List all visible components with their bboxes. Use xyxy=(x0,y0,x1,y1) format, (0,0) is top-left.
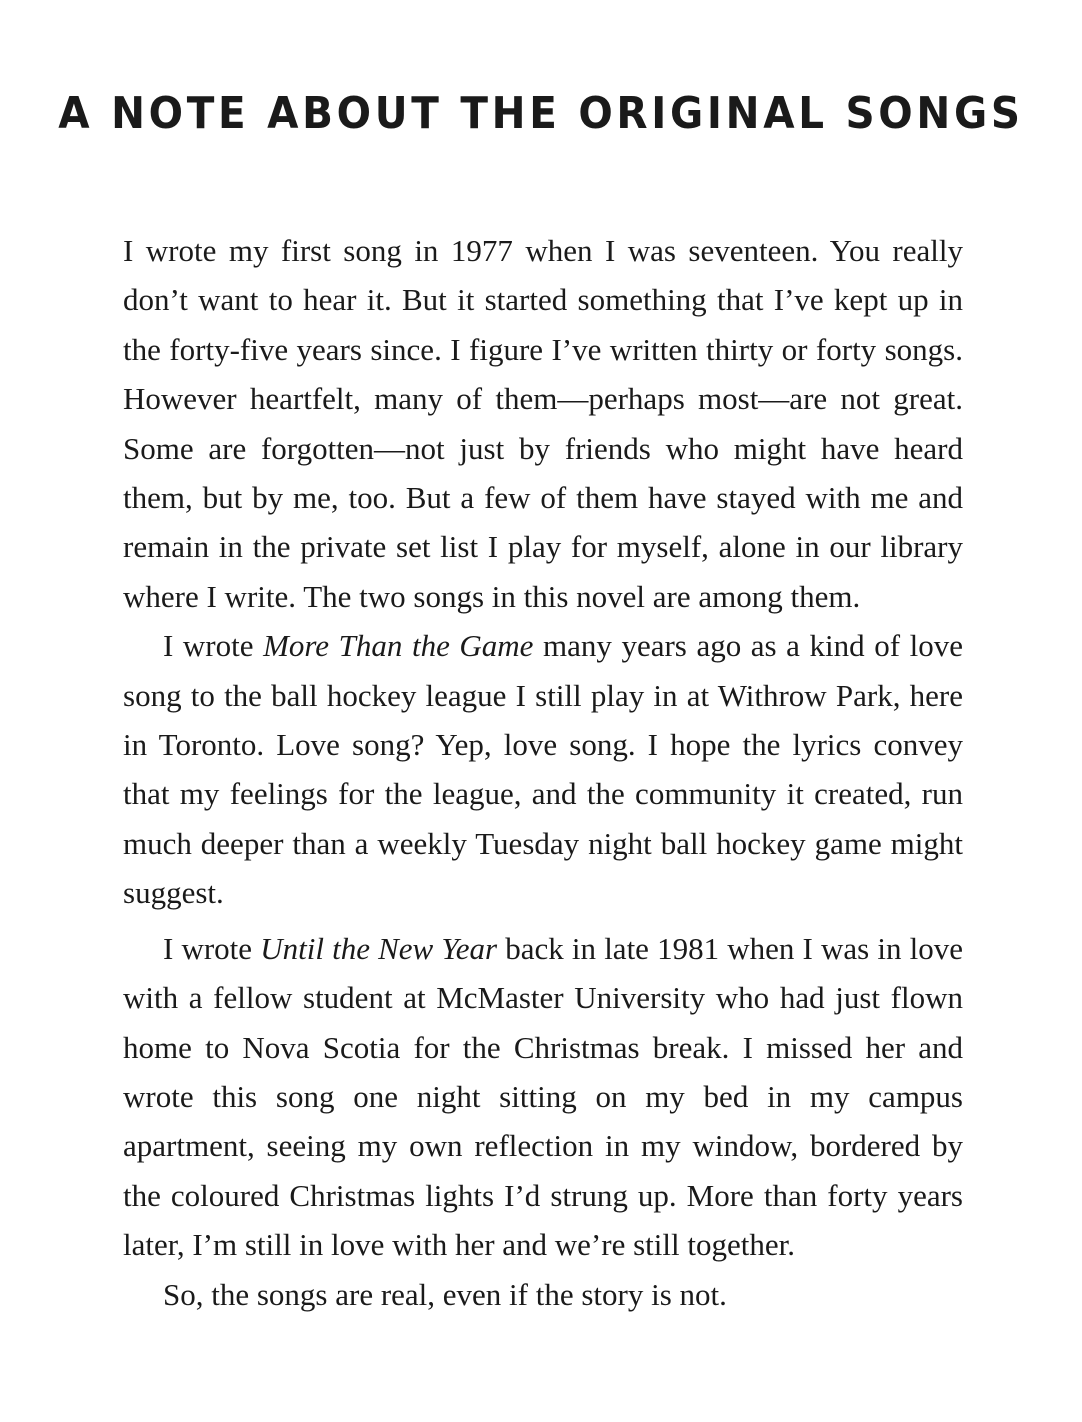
paragraph-3 xyxy=(123,924,963,1270)
paragraph-4: So, the songs are real, even if the story is not. xyxy=(163,1276,727,1312)
paragraph-1: I wrote my first song in 1977 when I was seventeen. You really don’t want to hear it. But it started something that I’ve kept up in the forty-five years since. I figure I’ve written thirty or forty songs. However heartfelt, many of them—perhaps most—are not great. Some are forgotten—not just by friends who might have heard them, but by me, too. But a few of them have stayed with me and remain in the private set list I play for myself, alone in our library where I write. The two songs in this novel are among them. xyxy=(123,233,963,614)
paragraph-2-rest: many years ago as a kind of love song to the ball hockey league I still play in at Withrow Park, here in Toronto. Love song? Yep, love song. I hope the lyrics convey that my feelings for the league, and the community it created, run much deeper than a weekly Tuesday night ball hockey game might suggest. xyxy=(123,628,963,911)
paragraph-3-rest: back in late 1981 when I was in love with a fellow student at McMaster University who had just flown home to Nova Scotia for the Christmas break. I missed her and wrote this song one night sitting on my bed in my campus apartment, seeing my own reflection in my window, bordered by the coloured Christmas lights I’d strung up. More than forty years later, I’m still in love with her and we’re still together. xyxy=(123,930,964,1263)
song-title-until-the-new-year: Until the New Year xyxy=(260,930,498,966)
paragraph-3-lead: I wrote xyxy=(163,930,261,966)
paragraph-2 xyxy=(123,621,963,917)
note-body xyxy=(123,226,963,1319)
song-title-more-than-the-game: More Than the Game xyxy=(263,628,534,664)
paragraph-2-lead: I wrote xyxy=(163,628,264,664)
page-title: A NOTE ABOUT THE ORIGINAL SONGS xyxy=(58,88,1024,139)
